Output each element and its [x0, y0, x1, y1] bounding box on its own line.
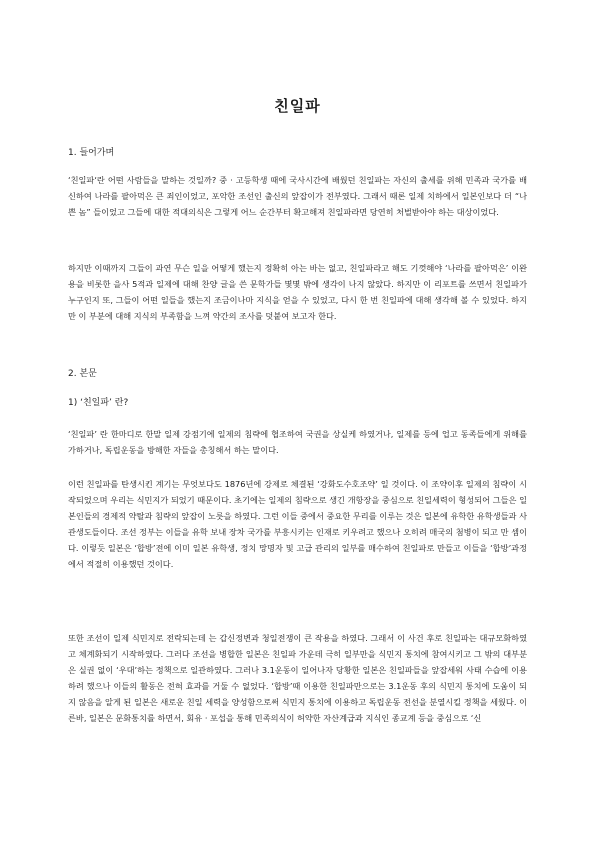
- body-paragraph-1: ‘친일파’ 란 한마디로 한말 일제 강점기에 일제의 침략에 협조하여 국권을 상실케 하였거나, 일제를 등에 업고 동족들에게 위해를 가하거나, 독립운동을 방해한 자들을 총칭해서 하는 말이다.: [68, 429, 527, 455]
- intro-paragraph-1: ‘친일파‘란 어떤 사람들을 말하는 것일까? 중 · 고등학생 때에 국사시간에 배웠던 친일파는 자신의 출세를 위해 민족과 국가를 배신하여 나라를 팔아먹은 큰 죄인이었고, 포악한 조선인 출신의 앞잡이가 전부였다. 그래서 때론 일제 치하에서 일본인보다 더 “나쁜 놈” 들이었고 그들에 대한 적대의식은 그렇게 어느 순간부터 확고해져 친일파라면 당연히 처벌받아야 하는 대상이었다.: [68, 175, 527, 217]
- document-title: 친일파: [274, 97, 321, 115]
- subsection-heading: 1) ‘친일파’ 란?: [68, 398, 129, 408]
- intro-paragraph-2: 하지만 이때까지 그들이 과연 무슨 일을 어떻게 했는지 정확히 아는 바는 없고, 친일파라고 해도 기껏해야 ‘나라를 팔아먹은’ 이완용을 비롯한 을사 5적과 일제에 대해 찬양 글을 쓴 문학가들 몇몇 밖에 생각이 나지 않았다. 하지만 이 리포트를 쓰면서 친일파가 누구인지 또, 그들이 어떤 일들을 했는지 조금이나마 지식을 얻을 수 있었고, 다시 한 번 친일파에 대해 생각해 볼 수 있었다. 하지만 이 부분에 대해 지식의 부족함을 느껴 약간의 조사를 덧붙여 보고자 한다.: [68, 263, 527, 321]
- body-paragraph-2: 이런 친일파를 탄생시킨 계기는 무엇보다도 1876년에 강제로 체결된 ‘강화도수호조약’ 일 것이다. 이 조약이후 일제의 침략이 시작되었으며 우리는 식민지가 되었기 때문이다. 초기에는 일제의 침략으로 생긴 개항장을 중심으로 친일세력이 형성되어 그들은 일본인들의 경제적 약탈과 침략의 앞잡이 노릇을 하였다. 그런 이들 중에서 중요한 무리를 이루는 것은 일본에 유학한 유학생들과 사관생도들이다. 조선 정부는 이들을 유학 보내 장차 국가를 부흥시키는 인재로 키우려고 했으나 오히려 매국의 첨병이 되고 만 셈이다. 이렇듯 일본은 ‘합방’전에 이미 일본 유학생, 정치 망명자 및 고급 관리의 일부를 매수하여 친일파로 만들고 이들을 ‘합방’과정에서 적절히 이용했던 것이다.: [68, 479, 527, 569]
- section-heading-body: 2. 본문: [68, 369, 97, 379]
- body-paragraph-3: 또한 조선이 일제 식민지로 전락되는데 는 갑신정변과 청일전쟁이 큰 작용을 하였다. 그래서 이 사건 후로 친일파는 대규모화하였고 체계화되기 시작하였다. 그러다 조선을 병합한 일본은 친일파 가운데 극히 일부만을 식민지 통치에 참여시키고 그 밖의 대부분은 실권 없이 ‘우대’하는 정책으로 일관하였다. 그러나 3.1운동이 일어나자 당황한 일본은 친일파들을 앞잡세워 사태 수습에 이용하려 했으나 이들의 활동은 전혀 효과를 거둘 수 없었다. ‘합방’때 이용한 친일파만으로는 3.1운동 후의 식민지 통치에 도움이 되지 않음을 알게 된 일본은 새로운 친일 세력을 양성함으로써 식민지 통치에 이용하고 독립운동 전선을 분열시킬 정책을 세웠다. 이른바, 일본은 문화통치를 하면서, 회유 · 포섭을 통해 민족의식이 허약한 자산계급과 지식인 종교계 등을 중심으로 ‘신: [68, 633, 527, 723]
- section-heading-intro: 1. 들어가며: [68, 148, 115, 158]
